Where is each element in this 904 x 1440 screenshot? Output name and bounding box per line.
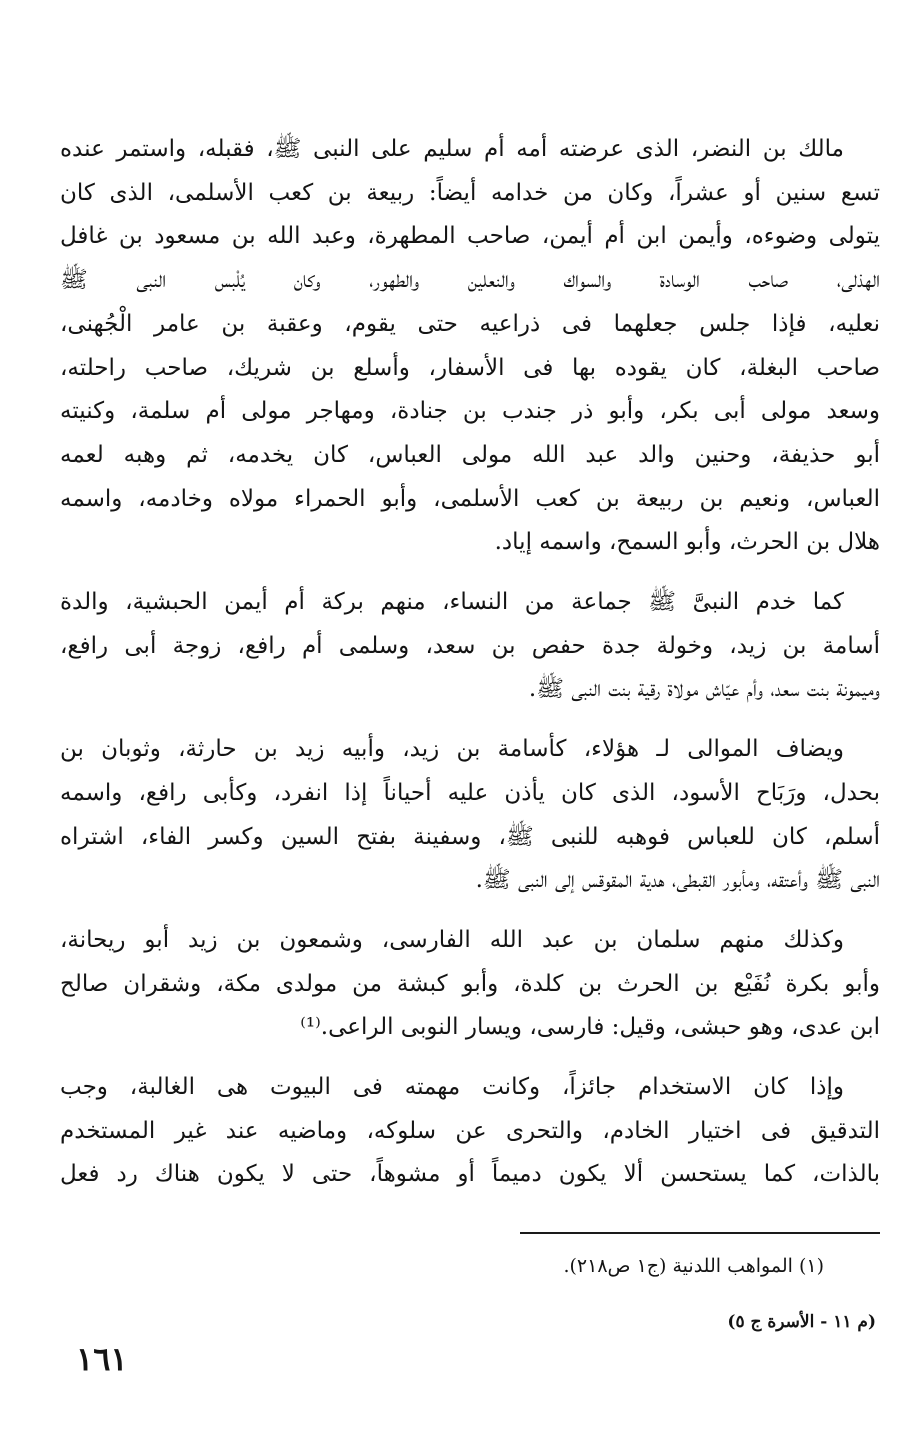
page-body (60, 128, 880, 1213)
text-line: مالك بن النضر، الذى عرضته أمه أم سليم على النبى ﷺ، فقبله، واستمر عنده (60, 136, 844, 162)
paragraph-1 (60, 128, 880, 565)
text-line: وكذلك منهم سلمان بن عبد الله الفارسى، وشمعون بن زيد أبو ريحانة، (60, 926, 844, 953)
text-line: وأبو بكرة نُفَيْع بن الحرث بن كلدة، وأبو كبشة من مولدى مكة، وشقران صالح (60, 970, 880, 997)
text-line: ويضاف الموالى لـ هؤلاء، كأسامة بن زيد، وأبيه زيد بن حارثة، وثوبان بن (60, 736, 844, 763)
text-line: أسامة بن زيد، وخولة جدة حفص بن سعد، وسلمى أم رافع، زوجة أبى رافع، (60, 632, 880, 659)
text-line: أبو حذيفة، وحنين والد عبد الله مولى العباس، كان يخدمه، ثم وهبه لعمه (60, 441, 880, 468)
text-line: وميمونة بنت سعد، وأم عيّاش مولاة رقية بنت النبى ﷺ. (528, 676, 880, 703)
text-line: التدقيق فى اختيار الخادم، والتحرى عن سلوكه، وماضيه عند غير المستخدم (60, 1117, 880, 1144)
text-line: تسع سنين أو عشراً، وكان من خدامه أيضاً: ربيعة بن كعب الأسلمى، الذى كان (60, 179, 880, 206)
text-line: الهذلى، صاحب الوسادة والسواك والنعلين والطهور، وكان يُلْبس النبى ﷺ (60, 267, 880, 294)
text-line: العباس، ونعيم بن ربيعة بن كعب الأسلمى، وأبو الحمراء مولاه وخادمه، واسمه (60, 485, 880, 512)
text-line: نعليه، فإذا جلس جعلهما فى ذراعيه حتى يقوم، وعقبة بن عامر الْجُهنى، (60, 310, 880, 337)
text-line: وإذا كان الاستخدام جائزاً، وكانت مهمته فى البيوت هى الغالبة، وجب (60, 1074, 844, 1101)
paragraph-4 (60, 919, 880, 1050)
text-line: يتولى وضوءه، وأيمن ابن أم أيمن، صاحب المطهرة، وعبد الله بن مسعود بن غافل (60, 223, 880, 250)
signature-mark: (م ١١ - الأسرة ج ٥) (727, 1312, 876, 1332)
footnote: (١) المواهب اللدنية (ج١ ص٢١٨). (563, 1255, 824, 1277)
paragraph-5 (60, 1066, 880, 1197)
text-line: النبى ﷺ وأعتقه، ومأبور القبطى، هدية المقوقس إلى النبى ﷺ. (475, 867, 880, 894)
page-number: ١٦١ (76, 1340, 128, 1378)
text-line: هلال بن الحرث، وأبو السمح، واسمه إياد. (494, 529, 880, 556)
text-line: أسلم، كان للعباس فوهبه للنبى ﷺ، وسفينة بفتح السين وكسر الفاء، اشتراه (60, 823, 880, 850)
text-line: كما خدم النبىَّ ﷺ جماعة من النساء، منهم بركة أم أيمن الحبشية، والدة (60, 589, 844, 616)
paragraph-3 (60, 728, 880, 903)
text-line: وسعد مولى أبى بكر، وأبو ذر جندب بن جنادة، ومهاجر مولى أم سلمة، وكنيته (60, 398, 880, 425)
text-line: بالذات، كما يستحسن ألا يكون دميماً أو مشوهاً، حتى لا يكون هناك رد فعل (60, 1161, 880, 1188)
text-line: صاحب البغلة، كان يقوده بها فى الأسفار، وأسلع بن شريك، صاحب راحلته، (60, 354, 880, 381)
paragraph-2 (60, 581, 880, 712)
footnote-divider (520, 1232, 880, 1234)
text-line: بحدل، ورَبَاح الأسود، الذى كان يأذن عليه أحياناً إذا انفرد، وكأبى رافع، واسمه (60, 779, 880, 806)
text-line: ابن عدى، وهو حبشى، وقيل: فارسى، ويسار النوبى الراعى.⁽¹⁾ (300, 1014, 880, 1041)
